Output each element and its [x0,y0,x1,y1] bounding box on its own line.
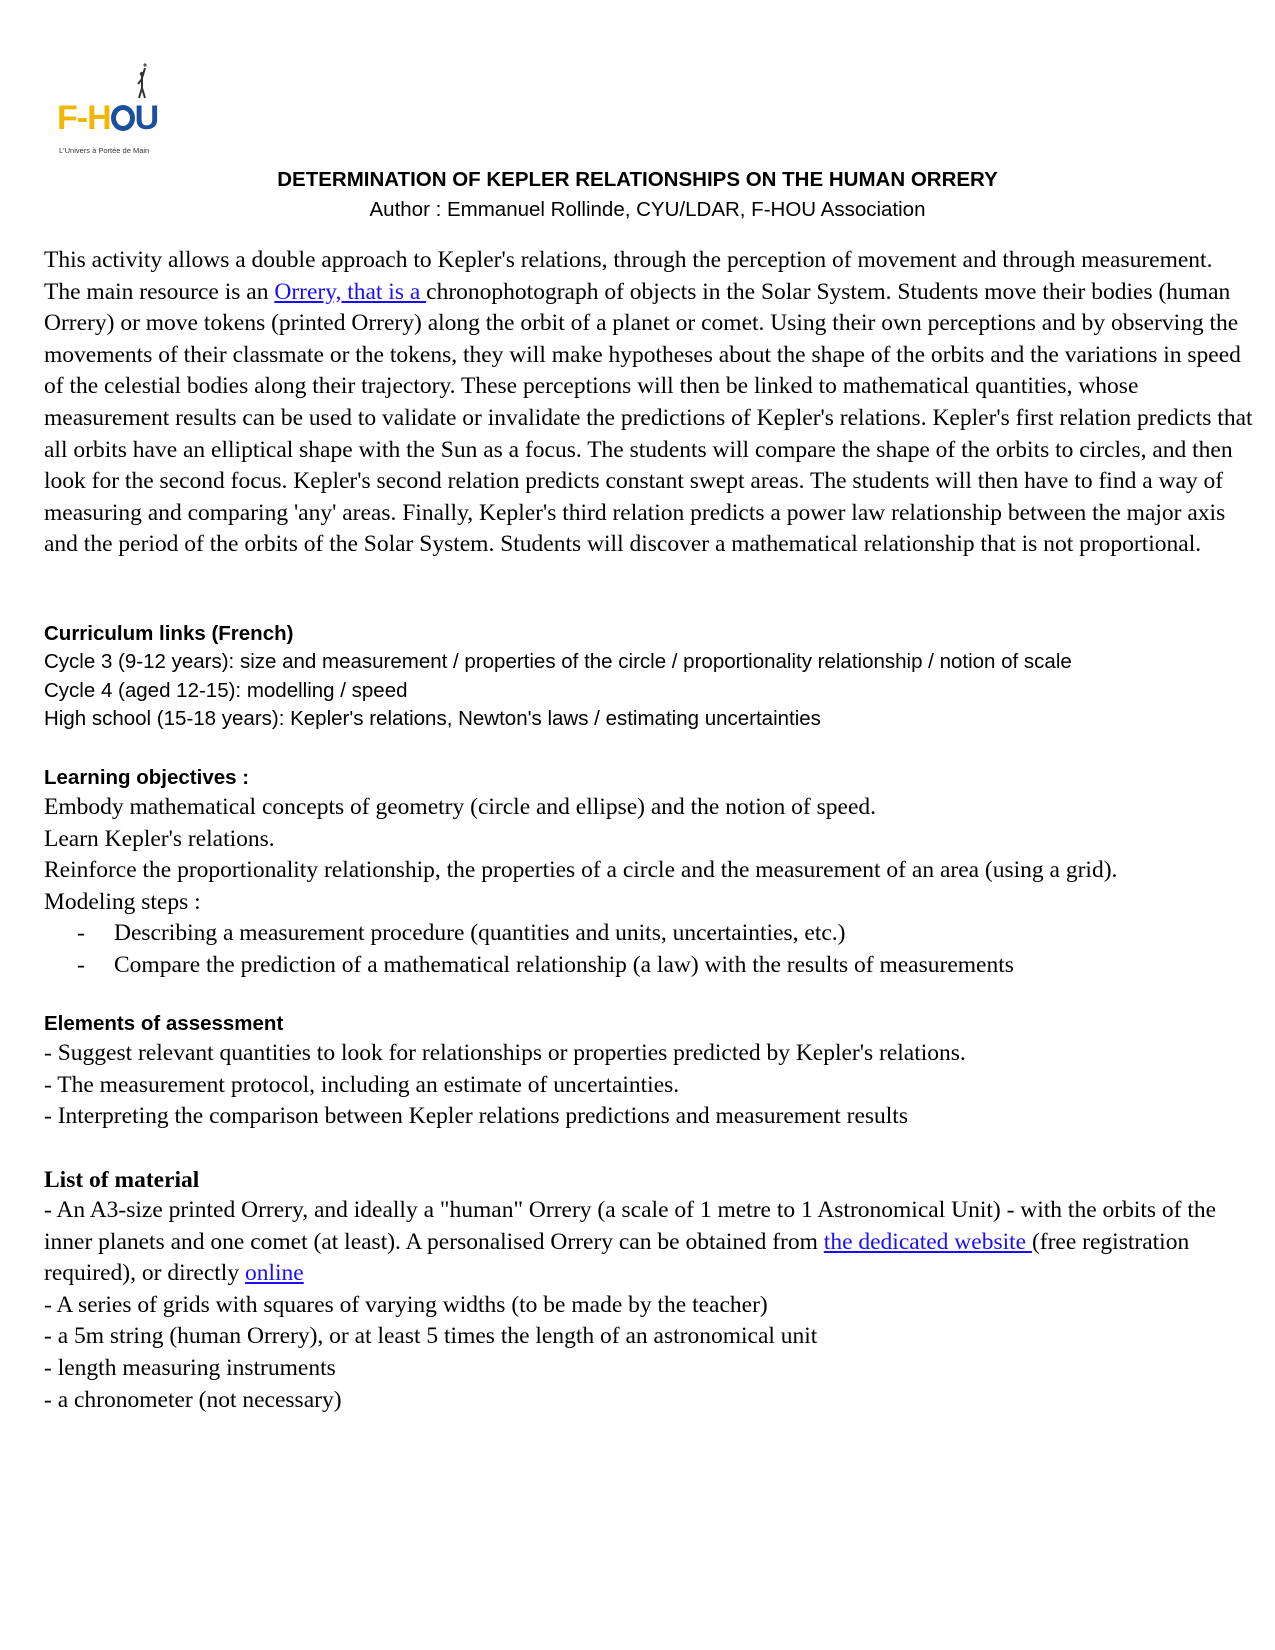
objective-line: Embody mathematical concepts of geometry (circle and ellipse) and the notion of speed. [44,794,877,820]
material-item: - a 5m string (human Orrery), or at least 5 times the length of an astronomical unit [44,1323,818,1350]
logo-tagline: L'Univers à Portée de Main [59,146,150,155]
material-section [44,1165,1254,1416]
logo-wordmark [57,100,158,136]
material-item: - a chronometer (not necessary) [44,1386,342,1413]
assessment-heading: Elements of assessment [44,1012,284,1035]
curriculum-line: Cycle 4 (aged 12-15): modelling / speed [44,678,408,702]
author-line: Author : Emmanuel Rollinde, CYU/LDAR, F-HOU Association [369,198,926,221]
material-item: - length measuring instruments [44,1354,336,1381]
learning-objectives-heading: Learning objectives : [44,766,250,789]
modeling-step-item [44,950,1254,982]
learning-objectives-section [44,764,1254,982]
logo-letters-right: U [134,99,159,137]
page-title: DETERMINATION OF KEPLER RELATIONSHIPS ON THE HUMAN ORRERY [277,168,998,191]
modeling-step-item [44,918,1254,950]
modeling-step-text: Compare the prediction of a mathematical relationship (a law) with the results of measurements [114,951,1014,978]
material-text: - An A3-size printed Orrery, and ideally a "human" Orrery (a scale of 1 metre to 1 Astronomical Unit) - with the orbits of the inner planets and one comet (at least). A personalised Orrery can be obtained from [44,1197,1217,1255]
material-heading: List of material [44,1167,200,1193]
assessment-line: - Suggest relevant quantities to look for relationships or properties predicted by Kepler's relations. [44,1040,966,1066]
intro-paragraph [44,245,1254,561]
dash-bullet: - [77,920,85,947]
f-hou-logo [55,58,185,158]
material-text: (free registration required), or directly [44,1228,1190,1287]
objective-line: Reinforce the proportionality relationship, the properties of a circle and the measurement of an area (using a grid). [44,857,1118,884]
material-item: - A series of grids with squares of varying widths (to be made by the teacher) [44,1291,768,1318]
logo-ring-icon [111,105,135,131]
online-link[interactable]: online [244,1260,304,1287]
assessment-section [44,1010,1254,1133]
person-holding-star-icon [133,62,155,102]
dedicated-website-link[interactable]: the dedicated website [823,1228,1032,1255]
orrery-link[interactable]: Orrery, that is a [274,278,427,305]
dash-bullet: - [77,951,85,978]
assessment-line: - The measurement protocol, including an estimate of uncertainties. [44,1071,680,1098]
assessment-line: - Interpreting the comparison between Kepler relations predictions and measurement results [44,1103,908,1130]
intro-text-end: chronophotograph of objects in the Solar System. Students move their bodies (human Orrery) or move tokens (printed Orrery) along the orbit of a planet or comet. Using their own perceptions and by observing the movements of their classmate or the tokens, they will make hypotheses about the shape of the orbits and the variations in speed of the celestial bodies along their trajectory. These perceptions will then be linked to mathematical quantities, whose measurement results can be used to validate or invalidate the predictions of Kepler's relations. Kepler's first relation predicts that all orbits have an elliptical shape with the Sun as a focus. The students will compare the shape of the orbits to circles, and then look for the second focus. Kepler's second relation predicts constant swept areas. The students will then have to find a way of measuring and comparing 'any' areas. Finally, Kepler's third relation predicts a power law relationship between the major axis and the period of the orbits of the Solar System. Students will discover a mathematical relationship that is not proportional. [44,278,1253,558]
curriculum-section [44,620,1254,734]
material-item-orrery [44,1195,1254,1290]
logo-letters-left: F-H [57,99,111,137]
objective-line: Modeling steps : [44,888,201,915]
curriculum-heading: Curriculum links (French) [44,622,294,645]
curriculum-line: High school (15-18 years): Kepler's relations, Newton's laws / estimating uncertainties [44,707,821,730]
curriculum-line: Cycle 3 (9-12 years): size and measurement / properties of the circle / proportionality relationship / notion of scale [44,650,1072,673]
objective-line: Learn Kepler's relations. [44,825,275,852]
intro-text-start: This activity allows a double approach to Kepler's relations, through the perception of movement and through measurement. The main resource is an [44,247,1213,305]
modeling-step-text: Describing a measurement procedure (quantities and units, uncertainties, etc.) [114,920,846,947]
